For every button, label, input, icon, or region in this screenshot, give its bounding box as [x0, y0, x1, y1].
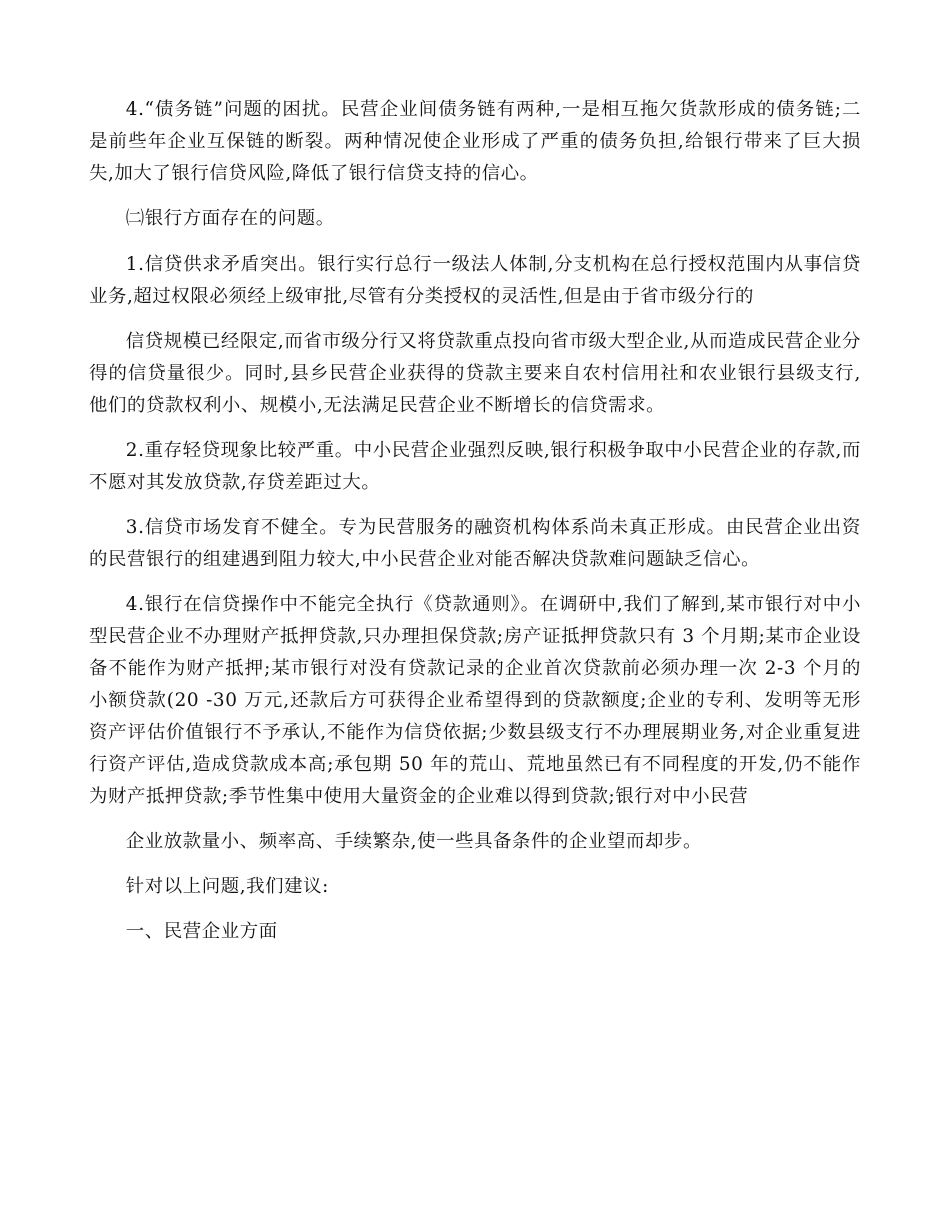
paragraph-loan-rules: 4.银行在信贷操作中不能完全执行《贷款通则》。在调研中,我们了解到,某市银行对中小型民营企业不办理财产抵押贷款,只办理担保贷款;房产证抵押贷款只有 3 个月期;某市企业设备不能作为财产抵押;某市银行对没有贷款记录的企业首次贷款前必须办理一次 2-3 个月的小额贷款(20 -30 万元,还款后方可获得企业希望得到的贷款额度;企业的专利、发明等无形资产评估价值银行不予承认,不能作为信贷依据;少数县级支行不办理展期业务,对企业重复进行资产评估,造成贷款成本高;承包期 50 年的荒山、荒地虽然已有不同程度的开发,仍不能作为财产抵押贷款;季节性集中使用大量资金的企业难以得到贷款;银行对中小民营 [89, 594, 861, 807]
paragraph-loan-procedure: 企业放款量小、频率高、手续繁杂,使一些具备条件的企业望而却步。 [125, 831, 702, 852]
paragraph-credit-market: 3.信贷市场发育不健全。专为民营服务的融资机构体系尚未真正形成。由民营企业出资的民营银行的组建遇到阻力较大,中小民营企业对能否解决贷款难问题缺乏信心。 [89, 517, 861, 570]
section-heading-bank-problems: ㈡银行方面存在的问题。 [125, 208, 335, 229]
document-page [89, 94, 861, 962]
paragraph-suggestions-intro: 针对以上问题,我们建议: [125, 876, 329, 897]
paragraph-credit-supply-demand: 1.信贷供求矛盾突出。银行实行总行一级法人体制,分支机构在总行授权范围内从事信贷业务,超过权限必须经上级审批,尽管有分类授权的灵活性,但是由于省市级分行的 [89, 254, 861, 307]
paragraph-deposit-over-loan: 2.重存轻贷现象比较严重。中小民营企业强烈反映,银行积极争取中小民营企业的存款,而不愿对其发放贷款,存贷差距过大。 [89, 440, 861, 493]
paragraph-credit-scale: 信贷规模已经限定,而省市级分行又将贷款重点投向省市级大型企业,从而造成民营企业分得的信贷量很少。同时,县乡民营企业获得的贷款主要来自农村信用社和农业银行县级支行,他们的贷款权利小、规模小,无法满足民营企业不断增长的信贷需求。 [89, 331, 861, 416]
paragraph-debt-chain: 4.“债务链”问题的困扰。民营企业间债务链有两种,一是相互拖欠货款形成的债务链;二是前些年企业互保链的断裂。两种情况使企业形成了严重的债务负担,给银行带来了巨大损失,加大了银行信贷风险,降低了银行信贷支持的信心。 [89, 99, 861, 184]
section-heading-private-enterprise: 一、民营企业方面 [125, 921, 278, 942]
